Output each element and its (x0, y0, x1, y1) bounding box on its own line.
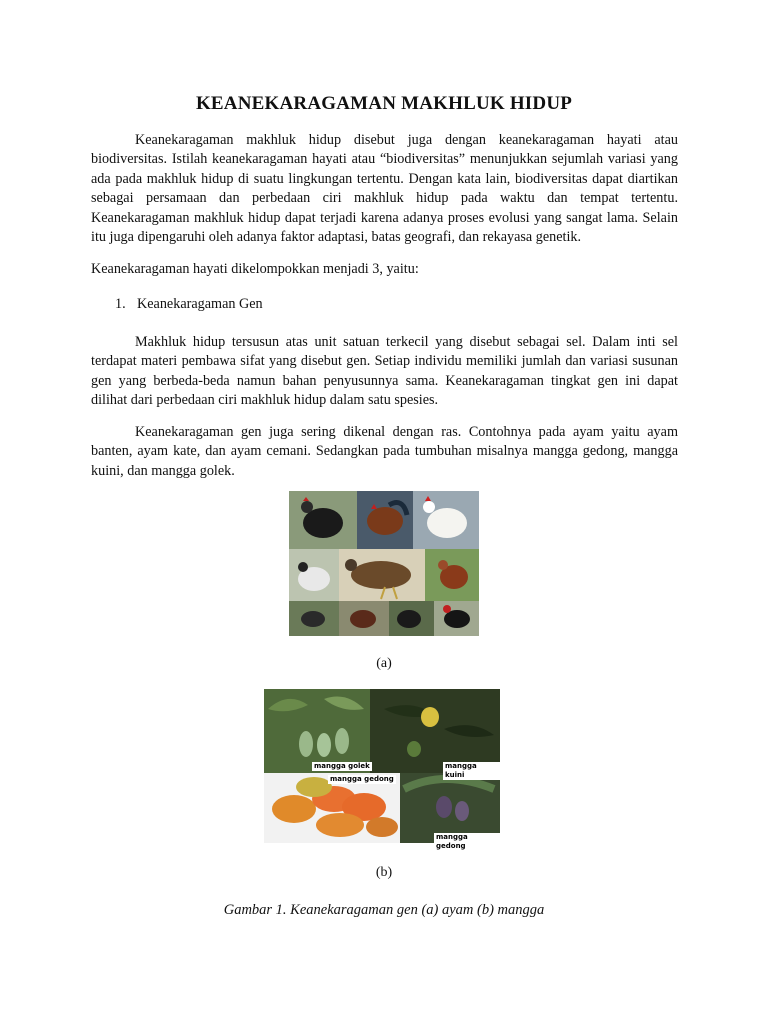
figure-a-label: (a) (376, 656, 392, 671)
mango-kuini-tag: mangga kuini (443, 762, 500, 780)
page-title: KEANEKARAGAMAN MAKHLUK HIDUP (195, 93, 573, 114)
list-item (115, 296, 263, 313)
paragraph-groups: Keanekaragaman hayati dikelompokkan menjadi 3, yaitu: (91, 261, 419, 277)
figure-chicken-collage (289, 491, 479, 636)
figure-caption: Gambar 1. Keanekaragaman gen (a) ayam (b) mangga (223, 902, 545, 918)
chicken-collage-image (289, 491, 479, 636)
list-number: 1. (115, 296, 126, 312)
paragraph-gene: Makhluk hidup tersusun atas unit satuan terkecil yang disebut sebagai sel. Dalam inti sel terdapat materi pembawa sifat yang disebut gen. Setiap individu memiliki jumlah dan variasi susunan gen yang berbeda-beda namun bahan penyusunnya sama. Keanekaragaman tingkat gen ini dapat dilihat dari perbedaan ciri makhluk hidup dalam satu spesies. (91, 334, 678, 409)
figure-mango-collage (264, 689, 500, 850)
list-text: Keanekaragaman Gen (137, 296, 263, 312)
figure-b-label: (b) (375, 865, 393, 880)
mango-golek-tag: mangga golek (314, 762, 370, 770)
paragraph-race: Keanekaragaman gen juga sering dikenal dengan ras. Contohnya pada ayam yaitu ayam banten, ayam kate, dan ayam cemani. Sedangkan pada tumbuhan misalnya mangga gedong, mangga kuini, dan mangga golek. (91, 424, 678, 479)
mango-gedong-tag-bottom: mangga gedong (434, 833, 500, 851)
mango-gedong-tag-top: mangga gedong (330, 775, 394, 783)
paragraph-intro: Keanekaragaman makhluk hidup disebut juga dengan keanekaragaman hayati atau biodiversitas. Istilah keanekaragaman hayati atau “biodiversitas” menunjukkan sejumlah variasi yang ada pada makhluk hidup di suatu lingkungan tertentu. Dengan kata lain, biodiversitas dapat diartikan sebagai persamaan dan perbedaan ciri makhluk hidup pada waktu dan tempat tertentu. Keanekaragaman makhluk hidup dapat terjadi karena adanya proses evolusi yang sangat lama. Selain itu juga dipengaruhi oleh adanya faktor adaptasi, batas geografi, dan rekayasa genetik. (91, 132, 678, 246)
